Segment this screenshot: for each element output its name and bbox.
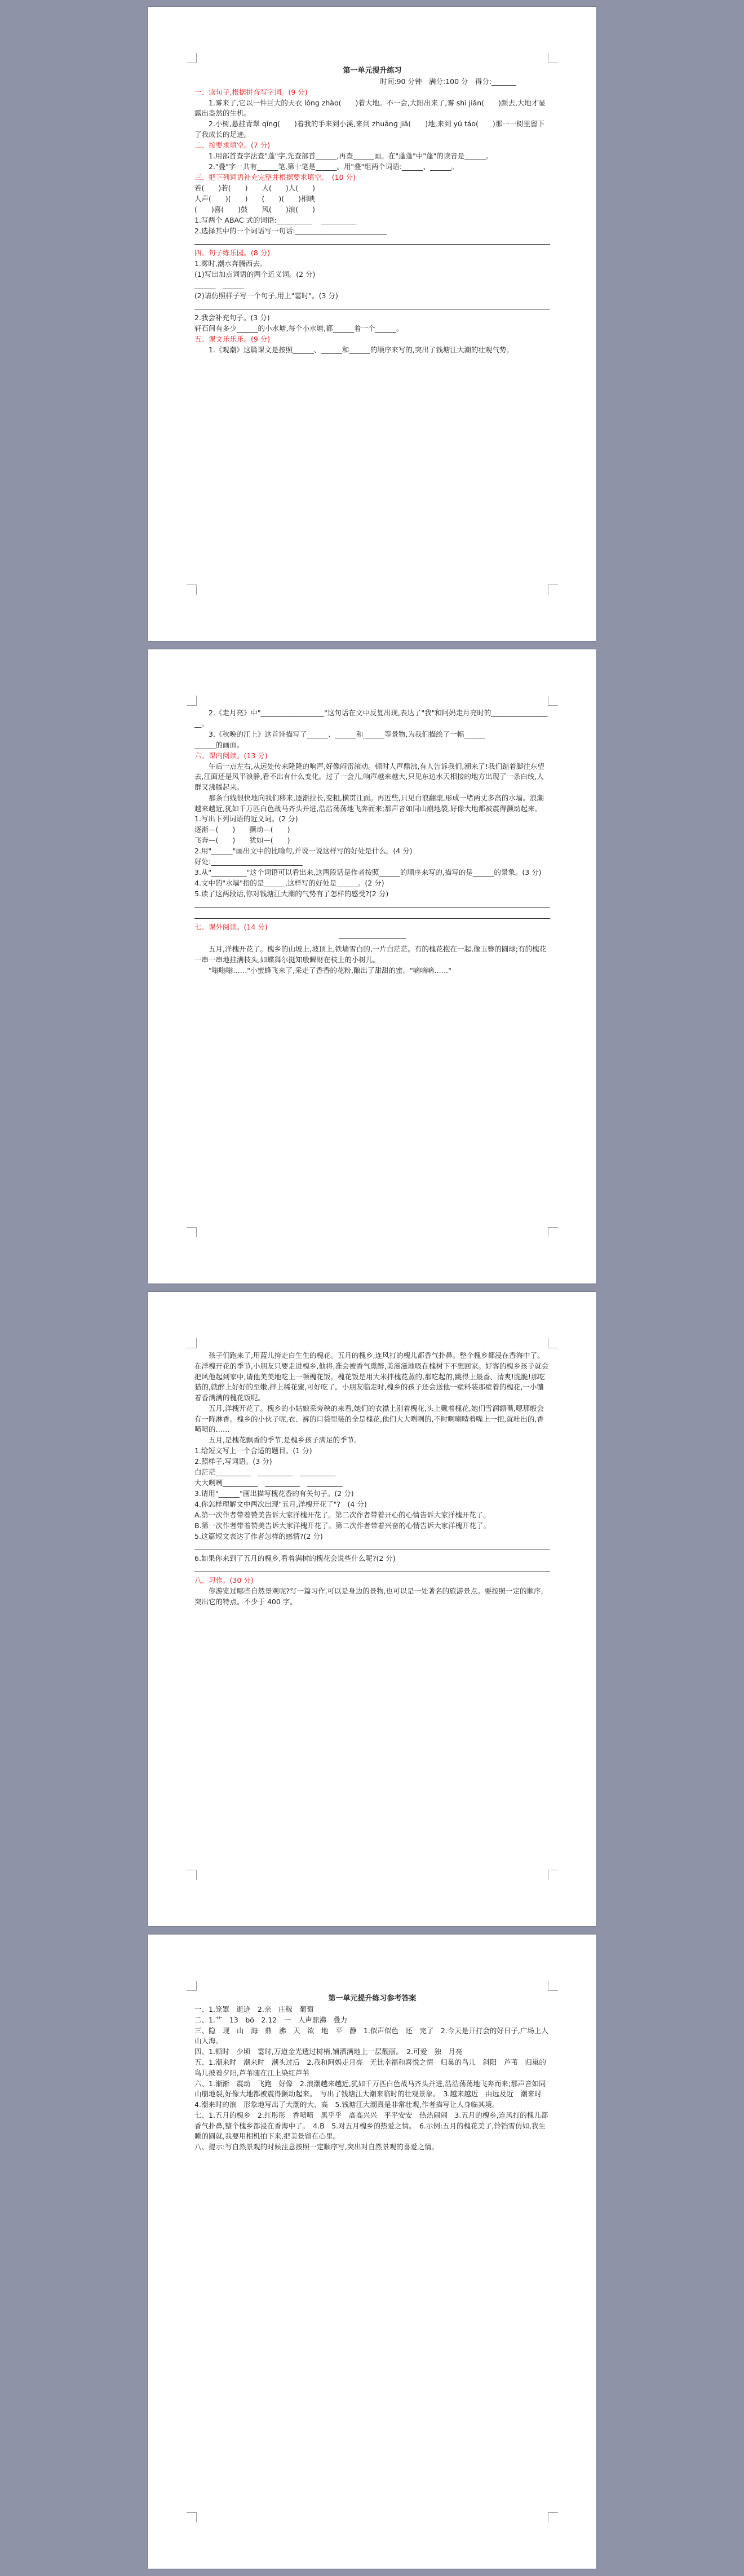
page-corner-mark [548,53,558,63]
page-corner-mark [187,696,197,706]
text-line: ( )喜( )鼓 风( )浪( ) [194,205,316,214]
document-page-2 [148,649,596,1283]
paragraph: "嗡嗡嗡……"小蜜蜂飞来了,采走了香香的花粉,酿出了甜甜的蜜。"嘀嘀嘀……" [209,966,451,975]
page-corner-mark [187,1981,197,1991]
text-line: 3.请用"______"画出描写槐花香的有关句子。(2 分) [194,1489,354,1498]
page-content [194,1351,550,1608]
text-line: 1.给短文写上一个合适的题目。(1 分) [194,1446,312,1455]
section-heading: 三、把下列词语补充完整并根据要求填空。 (10 分) [194,172,356,182]
paragraph: 午后一点左右,从远处传来隆隆的响声,好像闷雷滚动。顿时人声鼎沸,有人告诉我们,潮来了!我们踮着脚往东望去,江面还是风平浪静,看不出有什么变化。过了一会儿,响声越来越大,只见东边水天相接的地方出现了一条白线,人群又沸腾起来。 [194,762,544,791]
text-line: 四、1.顿时 少顷 霎时,万道金光透过树梢,铺洒满地上一层靓丽。 2.可爱 独 月亮 [194,2047,463,2056]
text-line: 5.这篇短文表达了作者怎样的感情?(2 分) [194,1532,323,1541]
page-title: 第一单元提升练习 [343,67,402,75]
document-page-4 [148,1935,596,2569]
paragraph: 3.《秋晚的江上》这首诗描写了______、______和______等景物,为我们描绘了一幅______ [209,729,485,738]
paragraph: 你游览过哪些自然景观呢?写一篇习作,可以是身边的景物,也可以是一处著名的旅游景点。要按照一定的顺序,突出它的特点。不少于 400 字。 [194,1587,543,1606]
text-line: 好处:__________________________ [194,857,303,866]
page-corner-mark [548,1870,558,1880]
text-line: 轩石间有多少______的小水塘,每个小水塘,都______着一个______。 [194,324,404,333]
text-line: 若( )若( ) 人( )人( ) [194,183,316,192]
document-page-1 [148,7,596,641]
text-line: 大大咧咧__________ __________ __________ [194,1479,343,1487]
page-corner-mark [548,1981,558,1991]
paragraph: 2.小树,悬挂青翠 qīnɡ( )着我的手来到小溪,来到 zhuānɡ jiā( )地,来到 yú táo( )那一一树里留下了我成长的足迹。 [194,119,545,139]
section-heading: 五、课文乐乐乐。(9 分) [194,334,271,343]
page-corner-mark [187,53,197,63]
text-line: 1.雾时,潮水奔腾西去。 [194,259,267,268]
title-blank-line [339,933,406,939]
page-corner-mark [187,1338,197,1348]
text-line: 二、1.艹 13 bō 2.12 一 人声鼎沸 叠力 [194,2015,348,2024]
text-line: 2.我会补充句子。(3 分) [194,313,270,322]
text-line: 飞奔—( ) 犹如—( ) [194,836,290,845]
paragraph: 那条白线很快地向我们移来,逐渐拉长,变粗,横贯江面。再近些,只见白浪翻滚,形成一堵两丈多高的水墙。浪潮越来越近,犹如千万匹白色战马齐头并进,浩浩荡荡地飞奔而来;那声音如同山崩地裂,好像大地都被震得颤动起来。 [194,793,544,813]
text-line: (1)写出加点词语的两个近义词。(2 分) [194,269,316,278]
text-line: 3.从"__________"这个词语可以看出来,这两段话是作者按照______的顺序来写的,描写的是______的景象。(3 分) [194,868,542,877]
exam-meta: 时间:90 分钟 满分:100 分 得分:_______ [380,77,516,86]
text-line: ______的画面。 [194,740,244,749]
paragraph: 1.《观潮》这篇课文是按照______、______和______的顺序来写的,突出了钱塘江大潮的壮观气势。 [209,345,513,354]
answer-blank-line [194,911,550,919]
section-heading: 二、按要求填空。(7 分) [194,140,271,149]
page-corner-mark [187,1227,197,1237]
text-line: 1.写两个 ABAC 式的词语:__________ __________ [194,215,357,224]
section-heading: 四、句子练乐园。(8 分) [194,248,271,257]
section-heading: 七、课外阅读。(14 分) [194,923,268,932]
page-corner-mark [187,1870,197,1880]
text-line: 5.读了这两段话,你对钱塘江大潮的气势有了怎样的感受?(2 分) [194,889,389,898]
text-line: 4.你怎样理解文中两次出现"五月,洋槐开花了"? (4 分) [194,1500,367,1508]
paragraph: 1.雾来了,它以一件巨大的天衣 lǒng zhào( )着大地。不一会,大阳出来了,雾 shì jiǎn( )颜去,大地才显露出盎然的生机。 [194,98,546,118]
text-line: (2)请仿照样子写一个句子,用上"霎时"。(3 分) [194,291,338,300]
text-line: B.第一次作者带着赞美告诉大家洋槐开花了。第二次作者带着兴奋的心情告诉大家洋槐开花了。 [194,1521,491,1530]
section-heading: 一、读句子,根据拼音写字词。(9 分) [194,87,308,96]
page-corner-mark [548,1338,558,1348]
page-corner-mark [548,2512,558,2522]
text-line: 七、1.五月的槐乡 2.红彤彤 香喷喷 黑乎乎 高高兴兴 平平安安 热热闹闹 3.五月的槐乡,连风打的槐儿都香气扑鼻,整个槐乡都浸在香海中了。 4.B 5.对五月槐乡的热爱之情。 6.示例:五月的槐花美了,铃铛雪仿如,我生睡的圆就,我要用相机拍下来,把美景留在心里。 [194,2110,548,2141]
paragraph: 五月,洋槐开花了。槐乡的山坡上,坡顶上,铁墙雪白的,一片白茫茫。有的槐花抱在一起,像玉簪的圆球;有的槐花一串一串地挂满枝头,如蝶舞尔挺知般瞬财在枝上的小树儿。 [194,945,547,964]
page-content [194,65,550,356]
text-line: 2.选择其中的一个词语写一句话:__________________________ [194,226,387,235]
page-title: 第一单元提升练习参考答案 [328,1994,417,2003]
text-line: 2.照样子,写词语。(3 分) [194,1457,272,1466]
paragraph: 1.用部首查字法查"蓬"字,先查部首______,再查______画。在"蓬蓬"中"蓬"的读音是______。 [209,151,493,160]
paragraph: 五月,洋槐开花了。槐乡的小姑娘采旁秧的来看,她们的衣襟上别着槐花,头上戴着槐花,她们雪润额嘴,嗯那般会有一阵淋香。槐乡的小伙子呢,衣、裤的口袋里装的全是槐花,他们大大咧咧的,不时啊喇喳着嘴上一把,就吐出的,香喷喷的…… [194,1404,544,1434]
text-line: ______ ______ [194,280,244,289]
answer-blank-line [194,302,550,309]
text-line: 逐渐—( ) 颤动—( ) [194,825,290,834]
section-heading: 六、课内阅读。(13 分) [194,751,268,760]
section-heading: 八、习作。(30 分) [194,1576,254,1584]
text-line: 六、1.渐渐 震动 飞跑 好像 2.浪潮越来越近,犹如千万匹白色战马齐头并进,浩浩荡荡地飞奔而来;那声音如同山崩地裂,好像大地都被震得颤动起来。 写出了钱塘江大潮来临时的壮观景象。 3.越来越近 由远及近 潮来时 4.潮来时的浪 形象地写出了大潮的大、高 5.钱塘江大潮真是非常壮观,作者描写让人身临其境。 [194,2079,549,2109]
text-line: 4.文中的"水墙"指的是______,这样写的好处是______。(2 分) [194,879,384,888]
paragraph: 2.《走月亮》中"__________________"这句话在文中反复出现,表达了"我"和阿妈走月亮时的__________________。 [194,709,548,728]
paragraph: 五月,是槐花飘香的季节,是槐乡孩子满足的季节。 [209,1436,361,1444]
paragraph: 孩子们跑来了,用蓝儿挎走白生生的槐花。五月的槐乡,连风打的槐儿都香气扑鼻。整个槐乡都浸在香海中了。在洋槐开花的季节,小朋友只要走进槐乡,他将,准会被香气熏醉,美滋滋地吸在槐树下不想回家。好客的槐乡孩子就会把风他起到家中,请他美美地吃上一顿槐花饭。槐花饭是用大米拌槐花蒸的,那吃起的,跳得上最香、清爽!脆脆!那吃猎的,就醉上好好的至嫩,拌上稀花蜜,可好吃了。小朋友临走时,槐乡的孩子还会送他一壁料装那壁着的槐花,一小馕着香满满的槐花饭呢。 [194,1351,549,1402]
paragraph: 2."叠"字一共有______笔,第十笔是______。用"叠"组两个词语:______、______。 [209,162,459,171]
page-content [194,708,550,976]
answer-blank-line [194,237,550,245]
text-line: 白茫茫__________ __________ __________ [194,1468,336,1476]
text-line: 6.如果你来到了五月的槐乡,看着满树的槐花会说些什么呢?(2 分) [194,1554,396,1563]
text-line: 1.写出下列词语的近义词。(2 分) [194,815,298,824]
answer-blank-line [194,1564,550,1572]
page-corner-mark [187,585,197,595]
page-corner-mark [548,696,558,706]
text-line: A.第一次作者带着赞美告诉大家洋槐开花了。第二次作者带着开心的心情告诉大家洋槐开花了。 [194,1511,490,1519]
text-line: 五、1.潮来时 潮来时 潮头过后 2.我和阿妈走月亮 无比幸福和喜悦之情 归巢的鸟儿 斜阳 芦苇 归巢的鸟儿披着夕阳,芦苇随在江上染红芦苇 [194,2058,546,2077]
document-page-3 [148,1292,596,1926]
text-line: 八、提示:写自然景观的时候注意按照一定顺序写,突出对自然景观的喜爱之情。 [194,2143,439,2151]
page-corner-mark [187,2512,197,2522]
text-line: 一、1.笼罩 逝迹 2.亲 庄稼 葡萄 [194,2004,314,2013]
text-line: 三、隐 现 山 海 鼎 沸 天 欲 地 平 静 1.似声似色 还 完了 2.今天是开打会的好日子,广场上人山人海。 [194,2026,548,2046]
text-line: 人声( )( ) ( )( )相映 [194,194,316,203]
page-corner-mark [548,1227,558,1237]
page-corner-mark [548,585,558,595]
page-content [194,1993,550,2153]
text-line: 2.用"______"画出文中的比喻句,并说一说这样写的好处是什么。(4 分) [194,847,413,856]
answer-blank-line [194,900,550,908]
answer-blank-line [194,1542,550,1550]
